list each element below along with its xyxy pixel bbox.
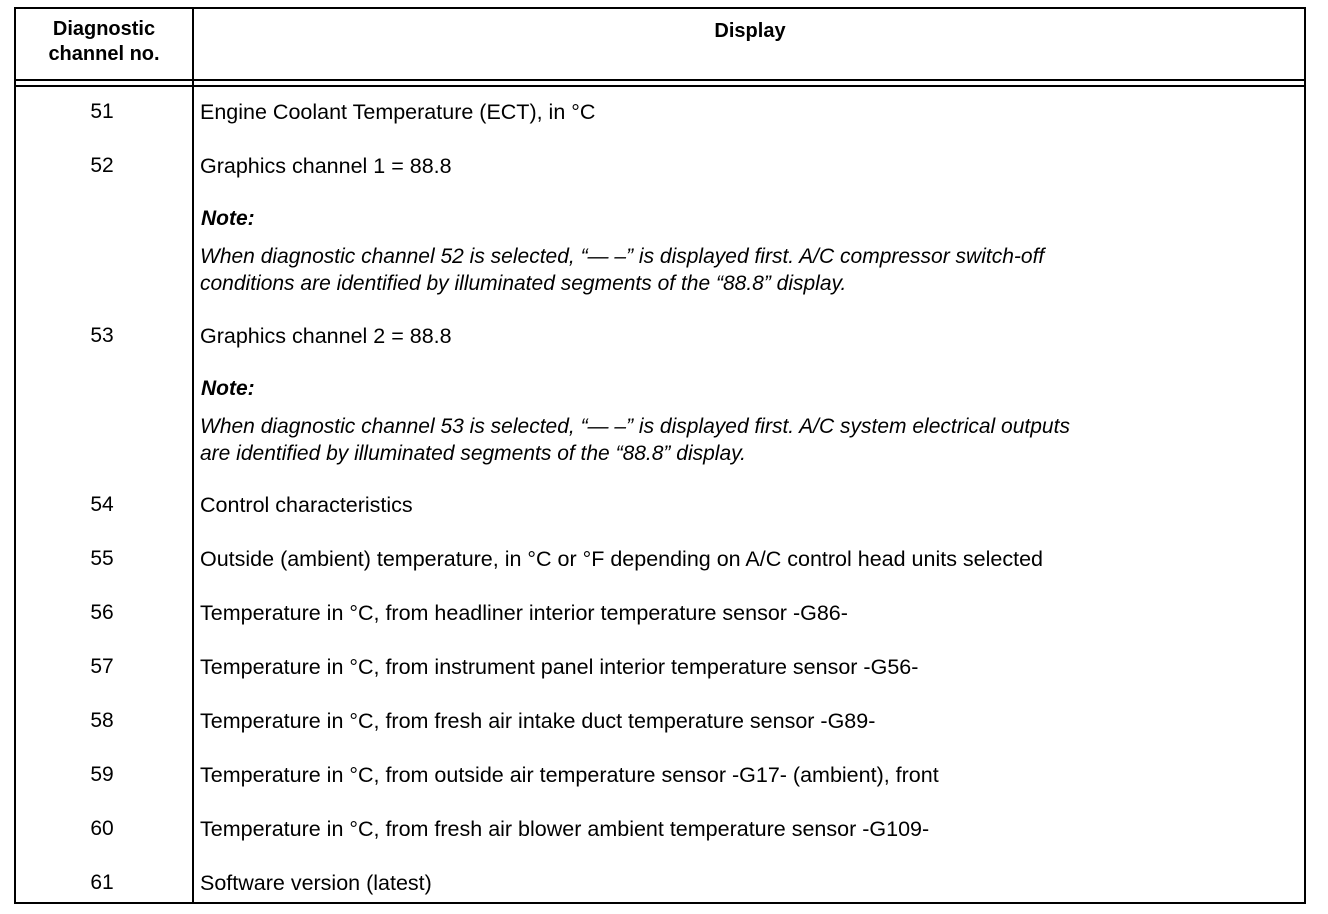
note-line: When diagnostic channel 52 is selected, “— –” is displayed first. A/C compressor switch-off — [200, 245, 1045, 268]
note-line: When diagnostic channel 53 is selected, “— –” is displayed first. A/C system electrical outputs — [200, 415, 1070, 438]
note-text — [200, 243, 1304, 297]
note-line: conditions are identified by illuminated segments of the “88.8” display. — [200, 272, 847, 295]
channel-number: 54 — [90, 493, 114, 516]
channel-display-text: Software version (latest) — [200, 871, 432, 895]
channel-number: 60 — [90, 817, 114, 840]
column-divider — [192, 9, 194, 902]
channel-display-text: Outside (ambient) temperature, in °C or °F depending on A/C control head units selected — [200, 547, 1044, 571]
channel-number: 57 — [90, 655, 114, 678]
note-line: are identified by illuminated segments of the “88.8” display. — [200, 442, 746, 465]
channel-display-text: Temperature in °C, from instrument panel interior temperature sensor -G56- — [200, 655, 919, 679]
header-channel-no — [16, 9, 192, 89]
channel-number: 56 — [90, 601, 114, 624]
channel-display-text: Control characteristics — [200, 493, 413, 517]
channel-display-text: Engine Coolant Temperature (ECT), in °C — [200, 100, 596, 124]
diagnostic-channel-table — [14, 7, 1306, 904]
channel-display-text: Graphics channel 1 = 88.8 — [200, 154, 452, 178]
channel-number: 61 — [90, 871, 114, 894]
channel-display-text: Temperature in °C, from fresh air intake duct temperature sensor -G89- — [200, 709, 876, 733]
channel-number: 55 — [90, 547, 114, 570]
channel-display-text: Temperature in °C, from fresh air blower ambient temperature sensor -G109- — [200, 817, 930, 841]
header-display: Display — [714, 20, 786, 42]
note-label: Note: — [201, 207, 255, 230]
header-channel-line2: channel no. — [48, 43, 160, 65]
header-channel-line1: Diagnostic — [52, 18, 156, 40]
channel-number: 59 — [90, 763, 114, 786]
note-text — [200, 413, 1304, 467]
channel-display-text: Graphics channel 2 = 88.8 — [200, 324, 452, 348]
channel-number: 53 — [90, 324, 114, 347]
channel-number: 58 — [90, 709, 114, 732]
channel-number: 52 — [90, 154, 114, 177]
channel-display-text: Temperature in °C, from outside air temperature sensor -G17- (ambient), front — [200, 763, 939, 787]
channel-display-text: Temperature in °C, from headliner interior temperature sensor -G86- — [200, 601, 848, 625]
channel-number: 51 — [90, 100, 114, 123]
note-label: Note: — [201, 377, 255, 400]
